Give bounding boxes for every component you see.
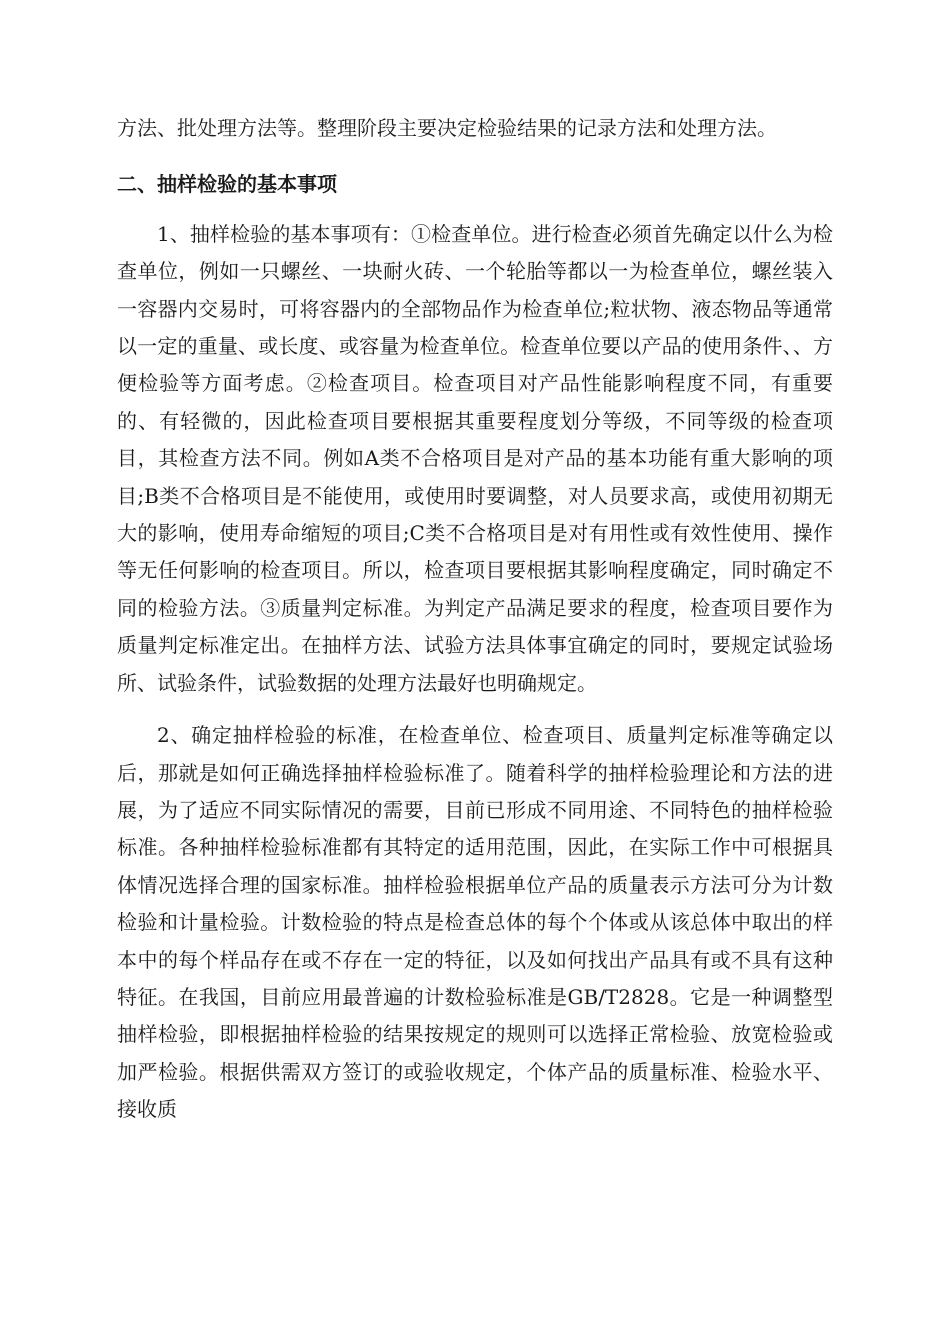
section-heading: 二、抽样检验的基本事项 bbox=[117, 172, 337, 197]
document-page bbox=[117, 110, 833, 1129]
spacer bbox=[117, 702, 833, 717]
paragraph-continuation: 方法、批处理方法等。整理阶段主要决定检验结果的记录方法和处理方法。 bbox=[117, 116, 777, 140]
paragraph-1: 1、抽样检验的基本事项有：①检查单位。进行检查必须首先确定以什么为检查单位，例如一只螺丝、一块耐火砖、一个轮胎等都以一为检查单位，螺丝装入一容器内交易时，可将容器内的全部物品作为检查单位;粒状物、液态物品等通常以一定的重量、或长度、或容量为检查单位。检查单位要以产品的使用条件、、方便检验等方面考虑。②检查项目。检查项目对产品性能影响程度不同，有重要的、有轻微的，因此检查项目要根据其重要程度划分等级，不同等级的检查项目，其检查方法不同。例如A类不合格项目是对产品的基本功能有重大影响的项目;B类不合格项目是不能使用，或使用时要调整，对人员要求高，或使用初期无大的影响，使用寿命缩短的项目;C类不合格项目是对有用性或有效性使用、操作等无任何影响的检查项目。所以，检查项目要根据其影响程度确定，同时确定不同的检验方法。③质量判定标准。为判定产品满足要求的程度，检查项目要作为质量判定标准定出。在抽样方法、试验方法具体事宜确定的同时，要规定试验场所、试验条件，试验数据的处理方法最好也明确规定。 bbox=[117, 221, 833, 695]
spacer bbox=[117, 204, 833, 216]
paragraph-2: 2、确定抽样检验的标准，在检查单位、检查项目、质量判定标准等确定以后，那就是如何正确选择抽样检验标准了。随着科学的抽样检验理论和方法的进展，为了适应不同实际情况的需要，目前已形成不同用途、不同特色的抽样检验标准。各种抽样检验标准都有其特定的适用范围，因此，在实际工作中可根据具体情况选择合理的国家标准。抽样检验根据单位产品的质量表示方法可分为计数检验和计量检验。计数检验的特点是检查总体的每个个体或从该总体中取出的样本中的每个样品存在或不存在一定的特征，以及如何找出产品具有或不具有这种特征。在我国，目前应用最普遍的计数检验标准是GB/T2828。它是一种调整型抽样检验，即根据抽样检验的结果按规定的规则可以选择正常检验、放宽检验或加严检验。根据供需双方签订的或验收规定，个体产品的质量标准、检验水平、接收质 bbox=[117, 723, 833, 1122]
spacer bbox=[117, 147, 833, 166]
